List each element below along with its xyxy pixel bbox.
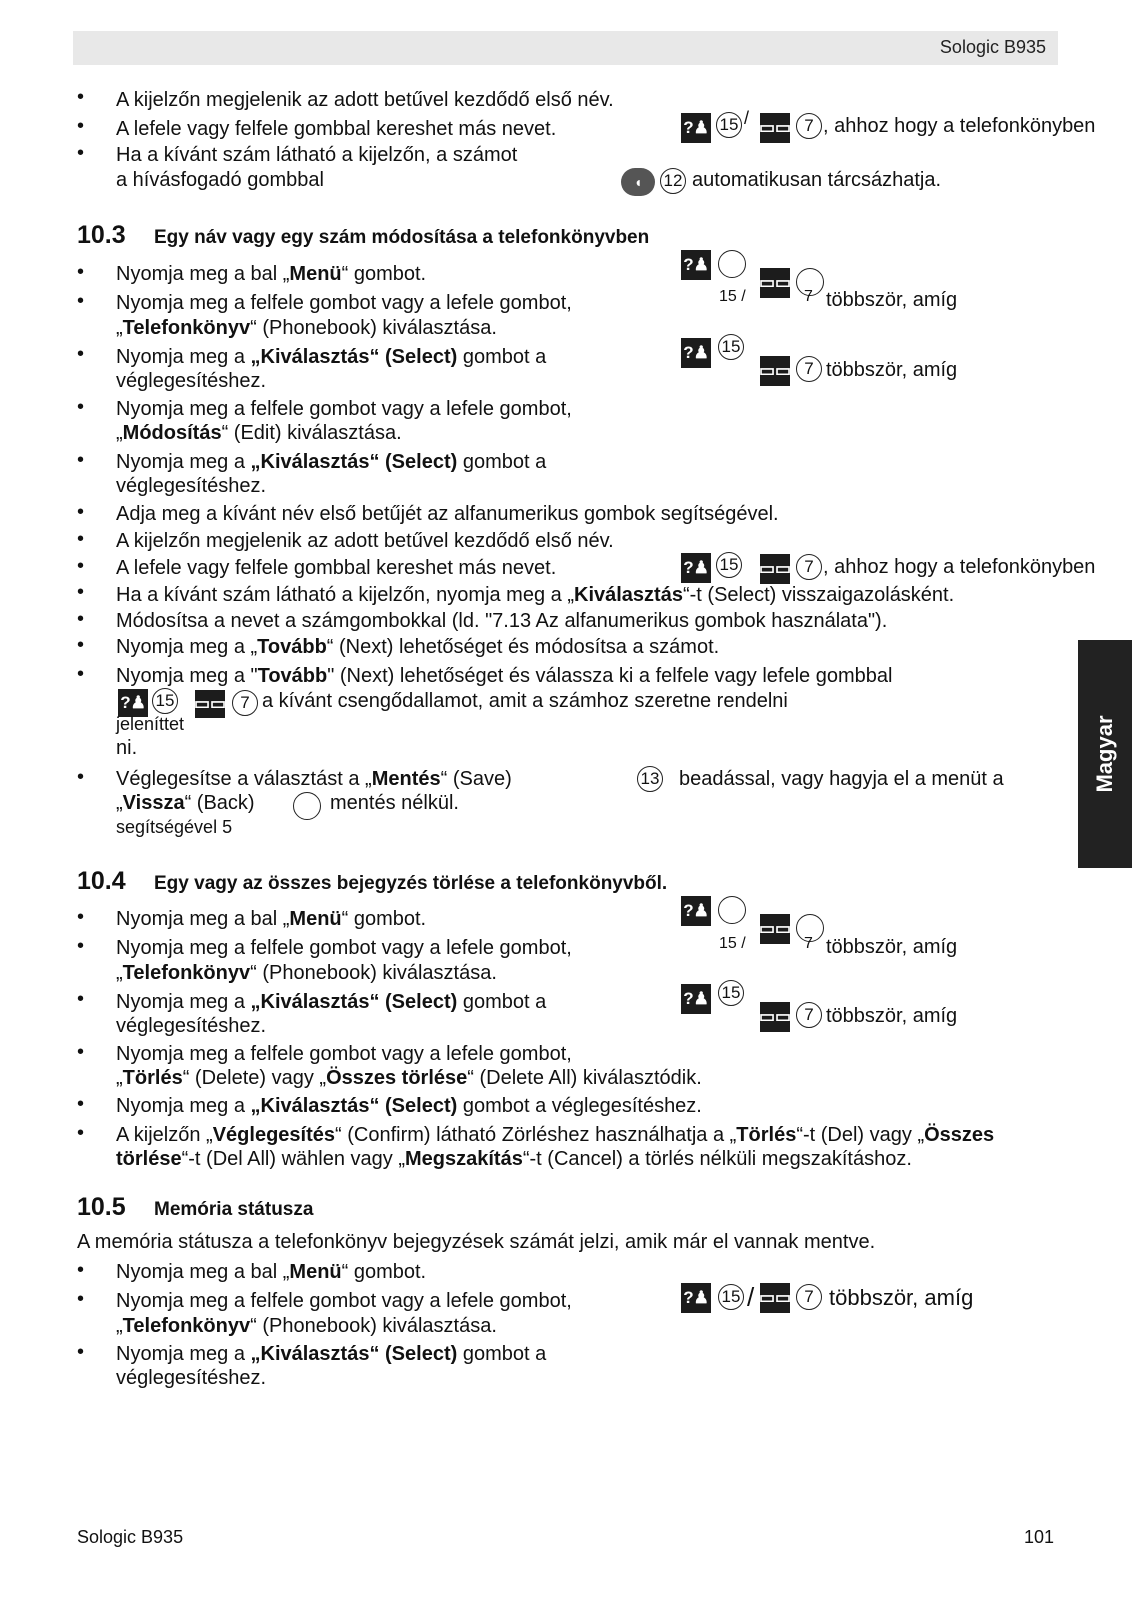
bullet: •: [77, 396, 85, 418]
slash: /: [744, 108, 750, 128]
contact-key-icon: ?♟: [118, 689, 148, 717]
text-line: Módosítsa a nevet a számgombokkal (ld. "7.13 Az alfanumerikus gombok használata").: [116, 610, 888, 632]
text-line: véglegesítéshez.: [116, 370, 267, 392]
bullet: •: [77, 1093, 85, 1115]
section-number: 10.4: [77, 867, 126, 895]
key-15-icon: 15: [152, 688, 178, 714]
bullet: •: [77, 1122, 85, 1144]
side-text: automatikusan tárcsázhatja.: [692, 169, 942, 191]
text-line: Ha a kívánt szám látható a kijelzőn, a számot: [116, 144, 518, 166]
contact-key-icon: ?♟: [681, 250, 711, 280]
phonebook-key-icon: ▭▭: [760, 914, 790, 944]
key-7-icon: 7: [796, 113, 822, 139]
side-text: , ahhoz hogy a telefonkönyben: [823, 556, 1096, 578]
bullet: •: [77, 261, 85, 283]
text-line: „Telefonkönyv“ (Phonebook) kiválasztása.: [116, 962, 497, 984]
text-line: Nyomja meg a bal „Menü“ gombot.: [116, 1261, 427, 1283]
text-line: véglegesítéshez.: [116, 1015, 267, 1037]
call-key-icon: ◖: [621, 168, 655, 196]
menu-key-icon: [718, 250, 746, 278]
bullet: •: [77, 1341, 85, 1363]
phonebook-key-icon: ▭▭: [760, 268, 790, 298]
phonebook-key-icon: ▭▭: [195, 690, 225, 718]
bullet: •: [77, 1259, 85, 1281]
text-line: A lefele vagy felfele gombbal kereshet más nevet.: [116, 557, 557, 579]
text-line: Nyomja meg a felfele gombot vagy a lefele gombot,: [116, 292, 572, 314]
text-line: A kijelzőn megjelenik az adott betűvel kezdődő első név.: [116, 530, 614, 552]
text-line: A lefele vagy felfele gombbal kereshet más nevet.: [116, 118, 557, 140]
text-line: „Vissza“ (Back): [116, 792, 255, 814]
side-text: , ahhoz hogy a telefonkönyben: [823, 115, 1096, 137]
text-line: Nyomja meg a felfele gombot vagy a lefele gombot,: [116, 1043, 572, 1065]
key-7-icon: 7: [796, 356, 822, 382]
text-line: véglegesítéshez.: [116, 1367, 267, 1389]
text-line: „Módosítás“ (Edit) kiválasztása.: [116, 422, 402, 444]
bullet: •: [77, 115, 85, 137]
contact-key-icon: ?♟: [681, 896, 711, 926]
bullet: •: [77, 766, 85, 788]
header-product: Sologic B935: [939, 37, 1046, 57]
menu-key-icon: [718, 896, 746, 924]
key-15-icon: 15: [718, 334, 744, 360]
text-line: Nyomja meg a bal „Menü“ gombot.: [116, 908, 427, 930]
key-15-icon: 15: [718, 980, 744, 1006]
text-line: „Törlés“ (Delete) vagy „Összes törlése“ (Delete All) kiválasztódik.: [116, 1067, 702, 1089]
key-number: 15 /: [719, 288, 746, 305]
key-12-icon: 12: [660, 168, 686, 194]
phonebook-key-icon: ▭▭: [760, 356, 790, 386]
phonebook-key-icon: ▭▭: [760, 1002, 790, 1032]
key-15-icon: 15: [716, 112, 742, 138]
language-tab: [1078, 640, 1132, 868]
bullet: •: [77, 343, 85, 365]
text-line: Nyomja meg a bal „Menü“ gombot.: [116, 263, 427, 285]
text-line: beadással, vagy hagyja el a menüt a: [679, 768, 1004, 790]
text-line: Nyomja meg a felfele gombot vagy a lefele gombot,: [116, 1290, 572, 1312]
key-number: 15 /: [719, 935, 746, 952]
section-intro: A memória státusza a telefonkönyv bejegyzések számát jelzi, amik már el vannak mentve.: [77, 1231, 876, 1253]
text-line: mentés nélkül.: [330, 792, 459, 814]
key-7-icon: 7: [232, 690, 258, 716]
bullet: •: [77, 581, 85, 603]
key-15-icon: 15: [718, 1284, 744, 1310]
bullet: •: [77, 988, 85, 1010]
key-7-icon: 7: [796, 554, 822, 580]
text-line: Nyomja meg a „Kiválasztás“ (Select) gombot a: [116, 346, 547, 368]
bullet: •: [77, 528, 85, 550]
side-text: többször, amíg: [826, 936, 958, 958]
contact-key-icon: ?♟: [681, 113, 711, 143]
footer-product: Sologic B935: [77, 1527, 184, 1547]
language-tab-label: Magyar: [1092, 715, 1117, 793]
key-number: 7: [804, 288, 813, 305]
contact-key-icon: ?♟: [681, 553, 711, 583]
back-key-icon: [293, 792, 321, 820]
text-line: „Telefonkönyv“ (Phonebook) kiválasztása.: [116, 317, 497, 339]
text-line: törlése“-t (Del All) wählen vagy „Megszakítás“-t (Cancel) a törlés nélküli megszakításhoz.: [116, 1148, 912, 1170]
side-text: többször, amíg: [826, 359, 958, 381]
text-line: Nyomja meg a felfele gombot vagy a lefele gombot,: [116, 937, 572, 959]
bullet: •: [77, 608, 85, 630]
contact-key-icon: ?♟: [681, 338, 711, 368]
text-line: Ha a kívánt szám látható a kijelzőn, nyomja meg a „Kiválasztás“-t (Select) visszaigazolásként.: [116, 584, 955, 606]
section-number: 10.5: [77, 1193, 126, 1221]
text-line: Nyomja meg a „Kiválasztás“ (Select) gombot a véglegesítéshez.: [116, 1095, 702, 1117]
text-line: Nyomja meg a „Tovább“ (Next) lehetőséget és módosítsa a számot.: [116, 636, 720, 658]
text-line: A kijelzőn „Véglegesítés“ (Confirm) látható Zörléshez használhatja a „Törlés“-t (Del) vagy „Összes: [116, 1124, 995, 1146]
key-number: 7: [804, 935, 813, 952]
section-title: Egy vagy az összes bejegyzés törlése a telefonkönyvből.: [154, 873, 668, 894]
key-15-icon: 15: [716, 552, 742, 578]
text-line: A kijelzőn megjelenik az adott betűvel kezdődő első név.: [116, 89, 614, 111]
text-line: Nyomja meg a „Kiválasztás“ (Select) gombot a: [116, 451, 547, 473]
side-text: többször, amíg: [826, 1005, 958, 1027]
bullet: •: [77, 935, 85, 957]
bullet: •: [77, 1288, 85, 1310]
section-title: Memória státusza: [154, 1199, 314, 1220]
text-line: Nyomja meg a „Kiválasztás“ (Select) gombot a: [116, 991, 547, 1013]
text-line: „Telefonkönyv“ (Phonebook) kiválasztása.: [116, 1315, 497, 1337]
key-13-icon: 13: [637, 766, 663, 792]
bullet: •: [77, 449, 85, 471]
page-number: 101: [1024, 1527, 1055, 1547]
text-line: a kívánt csengődallamot, amit a számhoz szeretne rendelni: [262, 690, 788, 712]
text-line: ni.: [116, 737, 138, 759]
contact-key-icon: ?♟: [681, 1283, 711, 1313]
key-7-icon: 7: [796, 1002, 822, 1028]
bullet: •: [77, 142, 85, 164]
contact-key-icon: ?♟: [681, 984, 711, 1014]
bullet: •: [77, 906, 85, 928]
text-line: Adja meg a kívánt név első betűjét az alfanumerikus gombok segítségével.: [116, 503, 779, 525]
section-number: 10.3: [77, 221, 126, 249]
bullet: •: [77, 555, 85, 577]
bullet: •: [77, 501, 85, 523]
bullet: •: [77, 634, 85, 656]
text-line: Véglegesítse a választást a „Mentés“ (Save): [116, 768, 512, 790]
phonebook-key-icon: ▭▭: [760, 1283, 790, 1313]
section-title: Egy náv vagy egy szám módosítása a telefonkönyvben: [154, 227, 650, 248]
header-bar: [73, 31, 1058, 65]
text-line: véglegesítéshez.: [116, 475, 267, 497]
bullet: •: [77, 1041, 85, 1063]
text-line: a hívásfogadó gombbal: [116, 169, 324, 191]
bullet: •: [77, 663, 85, 685]
slash: /: [747, 1282, 755, 1312]
side-text: többször, amíg: [826, 289, 958, 311]
phonebook-key-icon: ▭▭: [760, 554, 790, 584]
phonebook-key-icon: ▭▭: [760, 113, 790, 143]
side-text: többször, amíg: [829, 1285, 974, 1310]
text-line: Nyomja meg a felfele gombot vagy a lefele gombot,: [116, 398, 572, 420]
text-line: Nyomja meg a "Tovább" (Next) lehetőséget és válassza ki a felfele vagy lefele gombbal: [116, 665, 893, 687]
text-line: Nyomja meg a „Kiválasztás“ (Select) gombot a: [116, 1343, 547, 1365]
bullet: •: [77, 290, 85, 312]
bullet: •: [77, 86, 85, 108]
text-line: jeleníttet: [116, 714, 185, 734]
text-line: segítségével 5: [116, 817, 233, 837]
key-7-icon: 7: [796, 1284, 822, 1310]
